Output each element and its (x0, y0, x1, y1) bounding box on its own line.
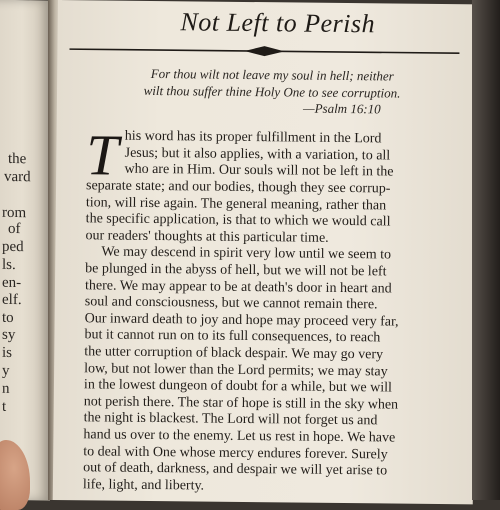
paragraph-line: our readers' thoughts at this particular time. (85, 228, 329, 246)
facing-page (0, 0, 50, 501)
facing-page-fragment: of (8, 220, 21, 238)
facing-page-fragment: y (2, 362, 10, 379)
background-edge (472, 0, 500, 500)
facing-page-fragment: t (2, 398, 7, 415)
paragraph-line: in the lowest dungeon of doubt for a while, but we will (83, 377, 392, 396)
paragraph-line: the utter corruption of black despair. We may go very (84, 344, 384, 363)
paragraph-line: not perish there. The star of hope is still in the sky when (83, 394, 399, 413)
paragraph-line: We may descend in spirit very low until we seem to (101, 244, 392, 263)
facing-page-fragment: n (2, 380, 10, 397)
facing-page-fragment: en- (2, 274, 22, 292)
paragraph-line: life, light, and liberty. (82, 476, 205, 494)
epigraph-reference: —Psalm 16:10 (302, 100, 381, 117)
epigraph-line: For thou wilt not leave my soul in hell; neither (150, 65, 394, 84)
paragraph-line: out of death, darkness, and despair we will yet arise to (83, 460, 388, 479)
facing-page-fragment: sy (2, 326, 16, 344)
epigraph (112, 65, 432, 102)
chapter-title: Not Left to Perish (180, 7, 376, 39)
paragraph-line: be plunged in the abyss of hell, but we will not be left (85, 261, 387, 280)
paragraph-line: but it cannot run on to its full consequences, to reach (84, 327, 381, 346)
facing-page-fragment: to (2, 309, 14, 326)
paragraph-line: low, but not lower than the Lord permits; we may stay (84, 360, 388, 380)
facing-page-fragment: elf. (2, 291, 22, 309)
paragraph-line: Jesus; but it also applies, with a variation, to all (124, 145, 391, 164)
epigraph-line: wilt thou suffer thine Holy One to see corruption. (143, 82, 401, 101)
paragraph-line: soul and consciousness, but we cannot remain there. (84, 294, 378, 313)
facing-page-fragment: vard (4, 168, 31, 186)
paragraph-line: hand us over to the enemy. Let us rest in hope. We have (83, 427, 396, 446)
book-page (53, 0, 478, 504)
body-text (82, 122, 457, 497)
paragraph-line: there. We may appear to be at death's door in heart and (84, 277, 392, 297)
ornamental-rule (69, 42, 459, 60)
drop-cap: T (86, 122, 119, 188)
paragraph-line: separate state; and our bodies, though they see corrup- (85, 178, 391, 197)
facing-page-fragment: is (2, 344, 13, 361)
paragraph-line: tion, will rise again. The general meaning, rather than (85, 194, 387, 214)
paragraph-line: who are in Him. Our souls will not be left in the (124, 161, 394, 180)
paragraph-line: his word has its proper fulfillment in the Lord (124, 128, 382, 147)
paragraph-line: to deal with One whose mercy endures forever. Surely (83, 443, 388, 462)
paragraph-line: the night is blackest. The Lord will not forget us and (83, 410, 378, 429)
paragraph-line: Our inward death to joy and hope may proceed very far, (84, 311, 399, 330)
facing-page-fragment: rom (2, 204, 27, 222)
facing-page-fragment: the (8, 150, 27, 168)
paragraph-line: the specific application, is that to which we would call (85, 211, 391, 230)
facing-page-fragment: ped (2, 238, 24, 256)
facing-page-fragment: ls. (2, 256, 16, 274)
